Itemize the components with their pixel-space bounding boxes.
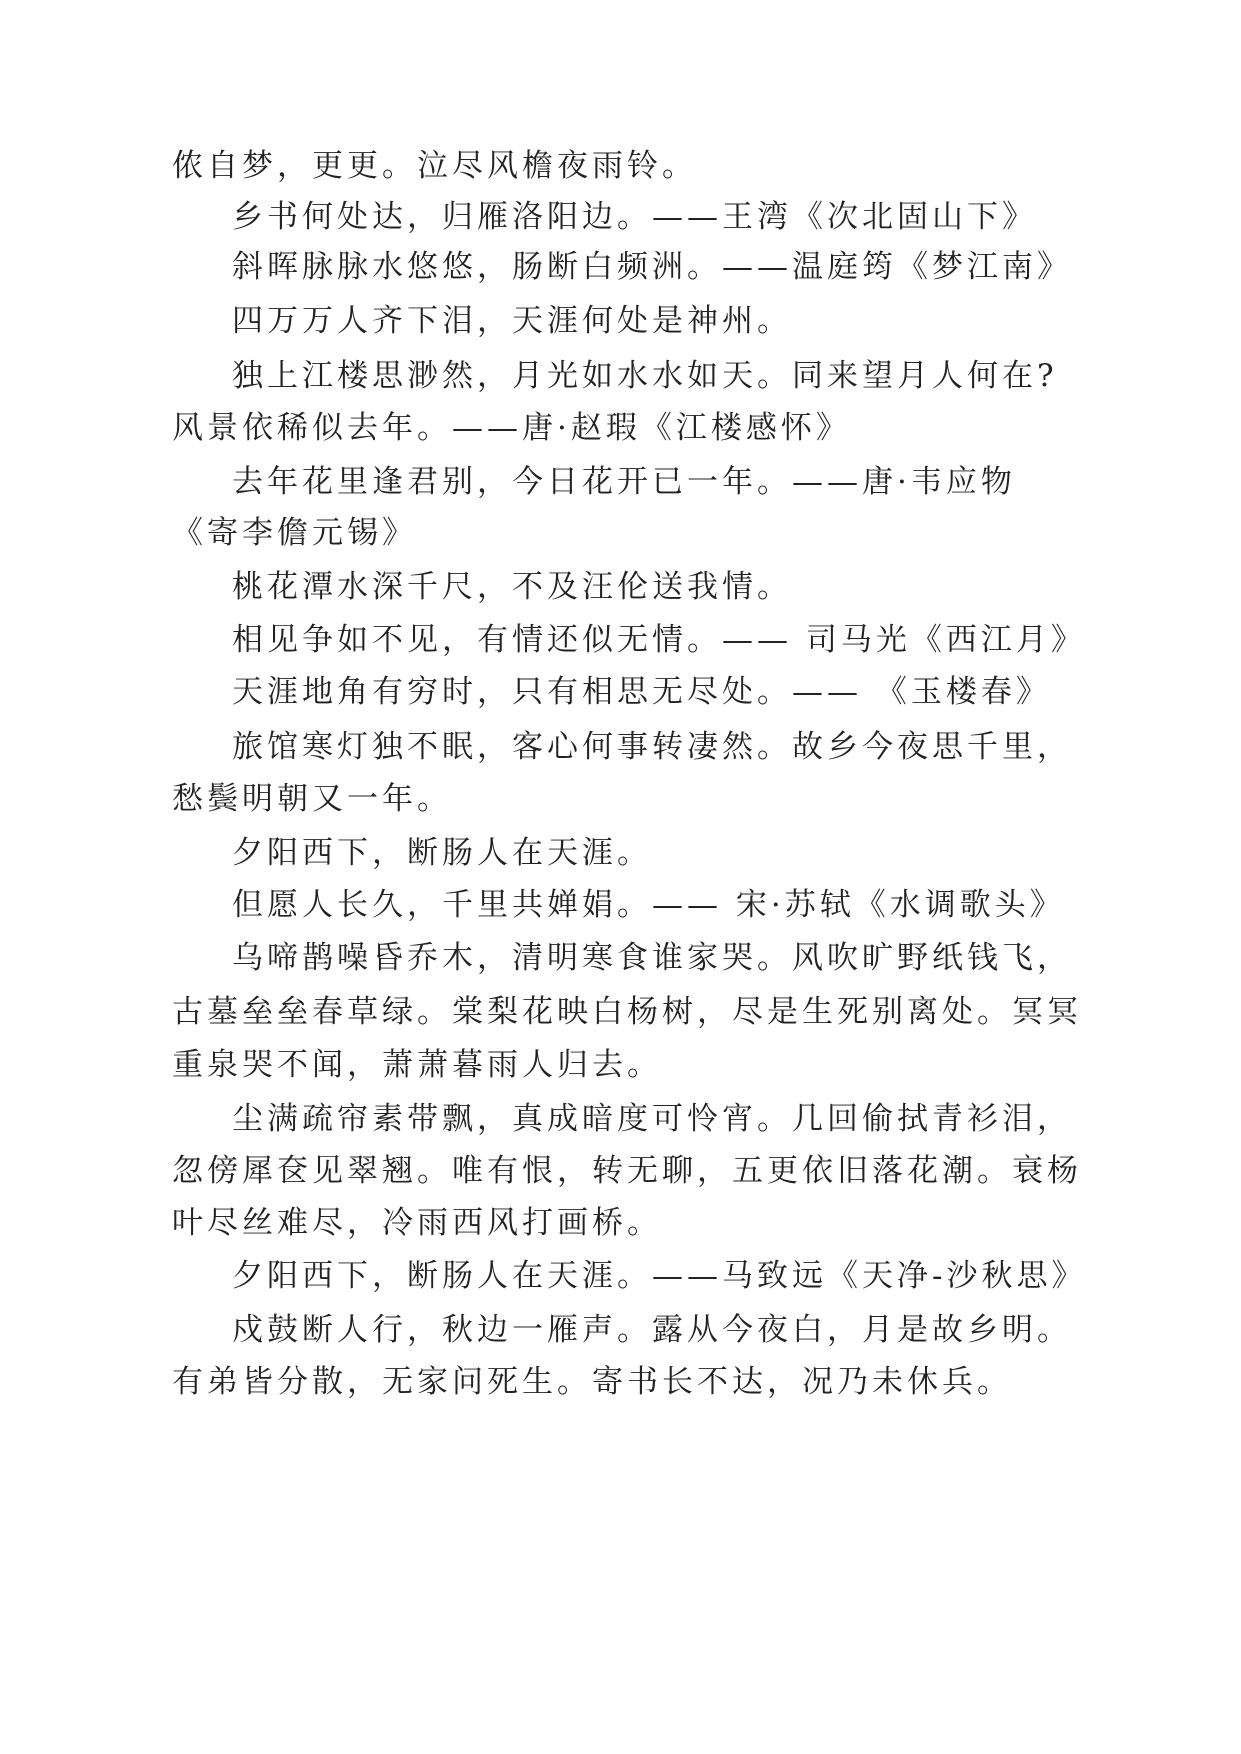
text-line: 乡书何处达，归雁洛阳边。——王湾《次北固山下》 xyxy=(232,199,1037,235)
text-line: 叶尽丝难尽，冷雨西风打画桥。 xyxy=(172,1205,662,1241)
text-line: 戍鼓断人行，秋边一雁声。露从今夜白，月是故乡明。 xyxy=(232,1312,1072,1348)
text-line: 天涯地角有穷时，只有相思无尽处。—— 《玉楼春》 xyxy=(232,674,1051,710)
text-line: 有弟皆分散，无家问死生。寄书长不达，况乃未休兵。 xyxy=(172,1364,1012,1400)
text-line: 桃花潭水深千尺，不及汪伦送我情。 xyxy=(232,569,792,605)
text-line: 斜晖脉脉水悠悠，肠断白频洲。——温庭筠《梦江南》 xyxy=(232,249,1072,285)
text-line: 风景依稀似去年。——唐·赵瑕《江楼感怀》 xyxy=(172,410,851,446)
text-line: 但愿人长久，千里共婵娟。—— 宋·苏轼《水调歌头》 xyxy=(232,887,1065,923)
text-line: 去年花里逢君别，今日花开已一年。——唐·韦应物 xyxy=(232,464,1016,500)
text-line: 夕阳西下，断肠人在天涯。 xyxy=(232,835,652,871)
text-line: 侬自梦，更更。泣尽风檐夜雨铃。 xyxy=(172,148,697,184)
text-line: 尘满疏帘素带飘，真成暗度可怜宵。几回偷拭青衫泪， xyxy=(232,1101,1072,1137)
text-line: 愁鬓明朝又一年。 xyxy=(172,781,452,817)
text-line: 乌啼鹊噪昏乔木，清明寒食谁家哭。风吹旷野纸钱飞， xyxy=(232,940,1072,976)
text-line: 旅馆寒灯独不眠，客心何事转凄然。故乡今夜思千里， xyxy=(232,729,1072,765)
text-line: 古墓垒垒春草绿。棠梨花映白杨树，尽是生死别离处。冥冥 xyxy=(172,994,1082,1030)
text-line: 相见争如不见，有情还似无情。—— 司马光《西江月》 xyxy=(232,622,1086,658)
text-line: 夕阳西下，断肠人在天涯。——马致远《天净-沙秋思》 xyxy=(232,1258,1087,1294)
text-line: 独上江楼思渺然，月光如水水如天。同来望月人何在? xyxy=(232,358,1058,394)
text-line: 重泉哭不闻，萧萧暮雨人归去。 xyxy=(172,1047,662,1083)
text-line: 四万万人齐下泪，天涯何处是神州。 xyxy=(232,303,792,339)
text-line: 忽傍犀奁见翠翘。唯有恨，转无聊，五更依旧落花潮。衰杨 xyxy=(172,1153,1082,1189)
text-line: 《寄李儋元锡》 xyxy=(172,515,417,551)
